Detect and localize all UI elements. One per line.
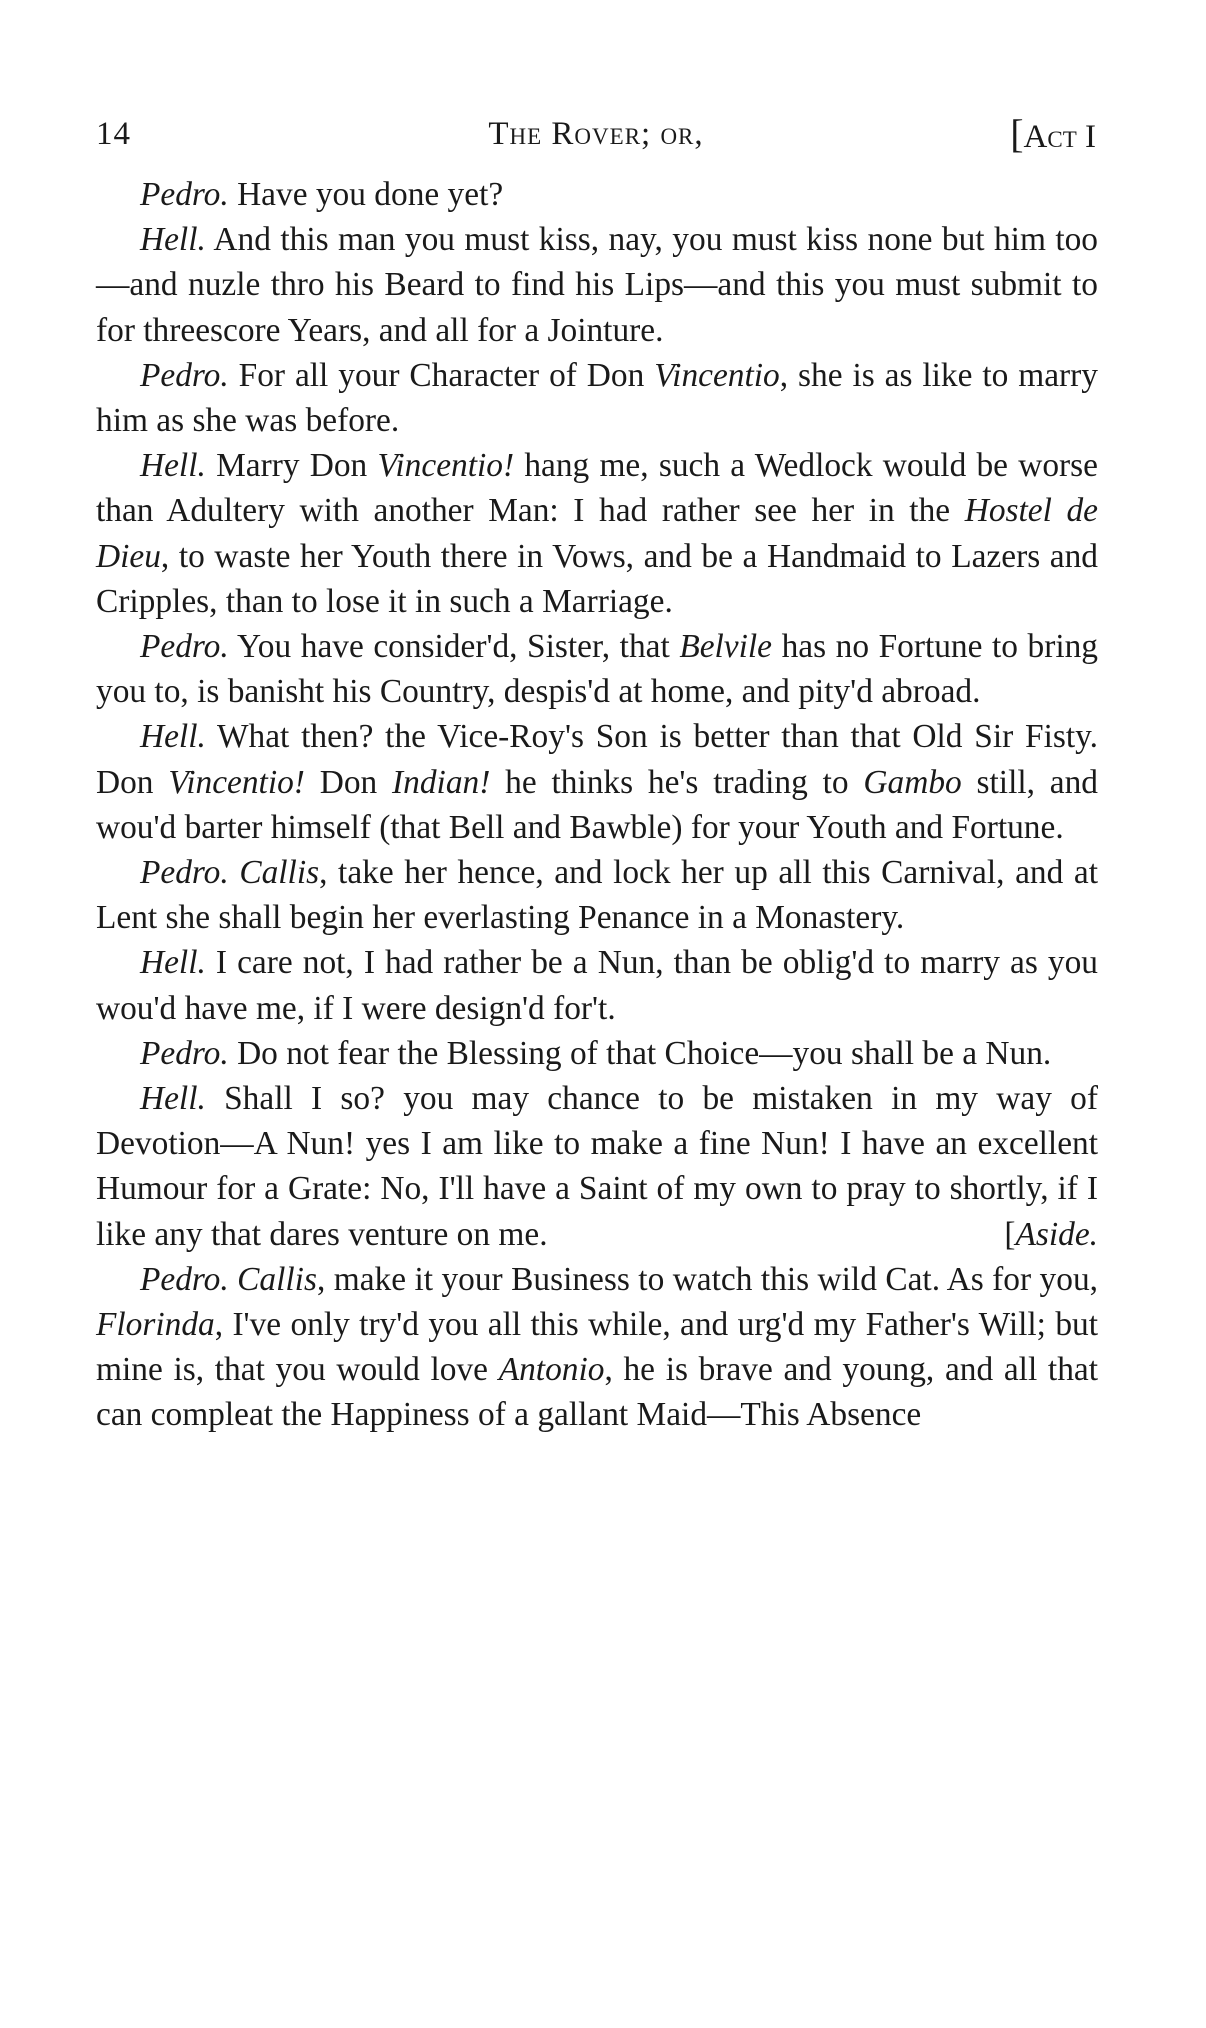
speech-text [229, 854, 240, 891]
italic-text: Vincentio! [377, 447, 515, 485]
italic-text: Vincentio [654, 356, 780, 394]
speech [96, 172, 1098, 217]
speech-text: Don [304, 763, 393, 801]
speech-text: What then? the Vice-Roy's Son is better than that Old Sir Fisty. Don [96, 718, 1098, 801]
act-text: Act I [1023, 119, 1096, 155]
speaker-name: Hell. [140, 221, 206, 259]
italic-text: Vincentio! [168, 763, 305, 801]
stage-direction: [Aside. [1004, 1215, 1098, 1253]
italic-text: Hostel de Dieu [96, 492, 1098, 575]
italic-text: Belvile [679, 628, 773, 666]
speech [96, 940, 1098, 1030]
stage-direction-text: Aside. [1015, 1215, 1098, 1253]
speaker-name: Pedro. [140, 628, 229, 666]
speech [96, 624, 1098, 714]
speech-text: has no Fortune to bring you to, is banisht his Country, despis'd at home, and pity'd abroad. [96, 628, 1099, 711]
italic-text: Indian! [392, 763, 491, 801]
speaker-name: Pedro. [140, 176, 229, 213]
speaker-name: Pedro. [140, 1034, 229, 1072]
speech-text: , he is brave and young, and all that can compleat the Happiness of a gallant Maid—This Absence [96, 1351, 1098, 1434]
page-number: 14 [96, 116, 131, 152]
speaker-name: Hell. [140, 447, 206, 485]
speech-text: Have you done yet? [228, 176, 504, 213]
speech [96, 1031, 1098, 1076]
speaker-name: Pedro. [140, 1260, 229, 1298]
italic-text: Callis [239, 854, 320, 892]
speaker-name: Hell. [140, 718, 206, 756]
speaker-name: Pedro. [140, 854, 229, 892]
running-head [96, 108, 1096, 160]
speech-text [229, 1261, 237, 1298]
speaker-name: Pedro. [140, 356, 229, 394]
speech-text: For all your Character of Don [228, 356, 655, 394]
speech-text: I care not, I had rather be a Nun, than be oblig'd to marry as you wou'd have me, if I were design'd for't. [96, 944, 1098, 1027]
speech [96, 714, 1098, 850]
speech-text: Do not fear the Blessing of that Choice—you shall be a Nun. [228, 1034, 1052, 1072]
italic-text: Antonio [498, 1351, 605, 1389]
speech [96, 850, 1098, 940]
speech-text: , to waste her Youth there in Vows, and be a Handmaid to Lazers and Cripples, than to lose it in such a Marriage. [96, 537, 1098, 620]
speech-text: Shall I so? you may chance to be mistaken in my way of Devotion—A Nun! yes I am like to make a fine Nun! I have an excellent Humour for a Grate: No, I'll have a Saint of my own to pray to shortly, if I like any that dares venture on me. [96, 1080, 1098, 1253]
act-bracket: [ [1010, 111, 1024, 156]
speech [96, 217, 1098, 353]
speech-text: You have consider'd, Sister, that [228, 628, 680, 666]
running-title: The Rover; or, [488, 116, 704, 152]
speech-text: he thinks he's trading to [490, 763, 864, 801]
speech-text: , take her hence, and lock her up all this Carnival, and at Lent she shall begin her everlasting Penance in a Monastery. [96, 854, 1098, 937]
speech-text: , I've only try'd you all this while, and urg'd my Father's Will; but mine is, that you would love [96, 1306, 1098, 1389]
speaker-name: Hell. [140, 944, 206, 982]
speech-text: Marry Don [205, 447, 378, 485]
speech [96, 353, 1098, 443]
play-text [96, 172, 1098, 1438]
speech-text: hang me, such a Wedlock would be worse than Adultery with another Man: I had rather see her in the [96, 447, 1098, 530]
speech [96, 443, 1098, 624]
speech-text: , make it your Business to watch this wild Cat. As for you, [316, 1260, 1098, 1298]
italic-text: Florinda [96, 1306, 215, 1344]
italic-text: Callis [237, 1260, 317, 1298]
speech [96, 1257, 1098, 1438]
italic-text: Gambo [863, 763, 962, 801]
speaker-name: Hell. [140, 1080, 206, 1118]
act-label [1010, 108, 1096, 163]
speech-text: still, and wou'd barter himself (that Bell and Bawble) for your Youth and Fortune. [96, 763, 1098, 846]
speech [96, 1076, 1098, 1257]
speech-text: , she is as like to marry him as she was before. [96, 356, 1098, 440]
speech-text: And this man you must kiss, nay, you must kiss none but him too—and nuzle thro his Beard to find his Lips—and this you must submit to for threescore Years, and all for a Jointure. [96, 221, 1098, 349]
